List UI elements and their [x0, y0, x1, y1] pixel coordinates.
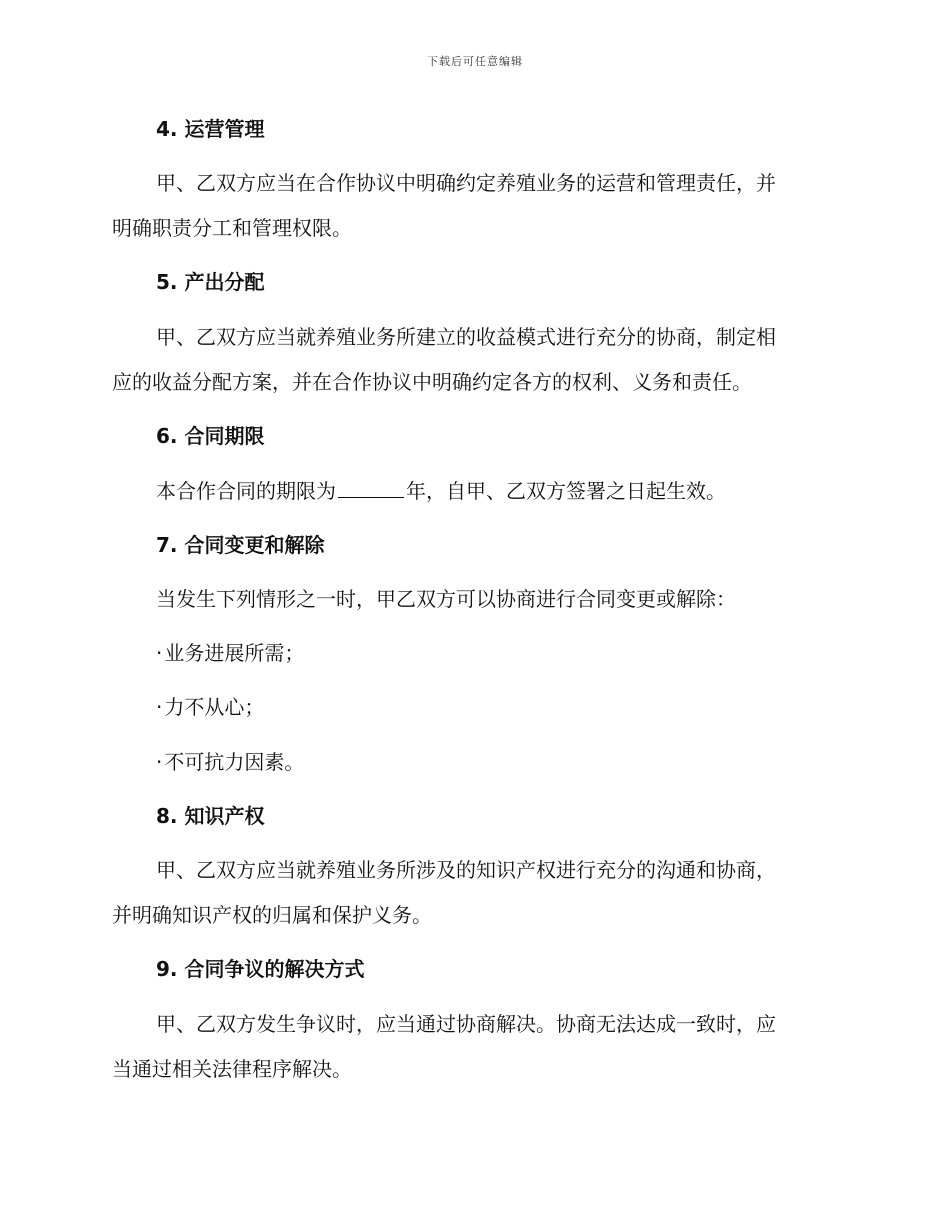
section-5-paragraph-line-2: 应的收益分配方案，并在合作协议中明确约定各方的权利、义务和责任。	[112, 370, 752, 394]
section-4-paragraph-line-2: 明确职责分工和管理权限。	[112, 216, 352, 240]
page-header: 下载后可任意编辑	[427, 55, 523, 68]
list-item-text: 业务进展所需；	[164, 641, 305, 665]
section-6-paragraph	[156, 477, 726, 505]
list-item	[156, 639, 304, 667]
list-item	[156, 693, 264, 721]
list-item	[156, 748, 304, 776]
list-item-text: 不可抗力因素。	[164, 750, 305, 774]
bullet-icon: ·	[156, 695, 163, 719]
section-6-title: 6. 合同期限	[156, 424, 265, 448]
section-4-paragraph-line-1: 甲、乙双方应当在合作协议中明确约定养殖业务的运营和管理责任，并	[156, 171, 776, 195]
section-6-text-before-blank: 本合作合同的期限为	[156, 479, 336, 503]
term-years-blank	[338, 479, 404, 498]
list-item-text: 力不从心；	[164, 695, 265, 719]
section-4-title: 4. 运营管理	[156, 117, 265, 141]
bullet-icon: ·	[156, 750, 163, 774]
section-7-title: 7. 合同变更和解除	[156, 533, 325, 557]
section-7-intro: 当发生下列情形之一时，甲乙双方可以协商进行合同变更或解除：	[156, 587, 736, 611]
section-8-title: 8. 知识产权	[156, 804, 265, 828]
section-6-text-after-blank: 年，自甲、乙双方签署之日起生效。	[406, 479, 726, 503]
section-9-title: 9. 合同争议的解决方式	[156, 957, 365, 981]
section-5-paragraph-line-1: 甲、乙双方应当就养殖业务所建立的收益模式进行充分的协商，制定相	[156, 325, 776, 349]
section-8-paragraph-line-1: 甲、乙双方应当就养殖业务所涉及的知识产权进行充分的沟通和协商，	[156, 858, 776, 882]
bullet-icon: ·	[156, 641, 163, 665]
section-9-paragraph-line-2: 当通过相关法律程序解决。	[112, 1057, 352, 1081]
section-5-title: 5. 产出分配	[156, 270, 265, 294]
section-8-paragraph-line-2: 并明确知识产权的归属和保护义务。	[112, 903, 432, 927]
section-9-paragraph-line-1: 甲、乙双方发生争议时，应当通过协商解决。协商无法达成一致时，应	[156, 1012, 776, 1036]
